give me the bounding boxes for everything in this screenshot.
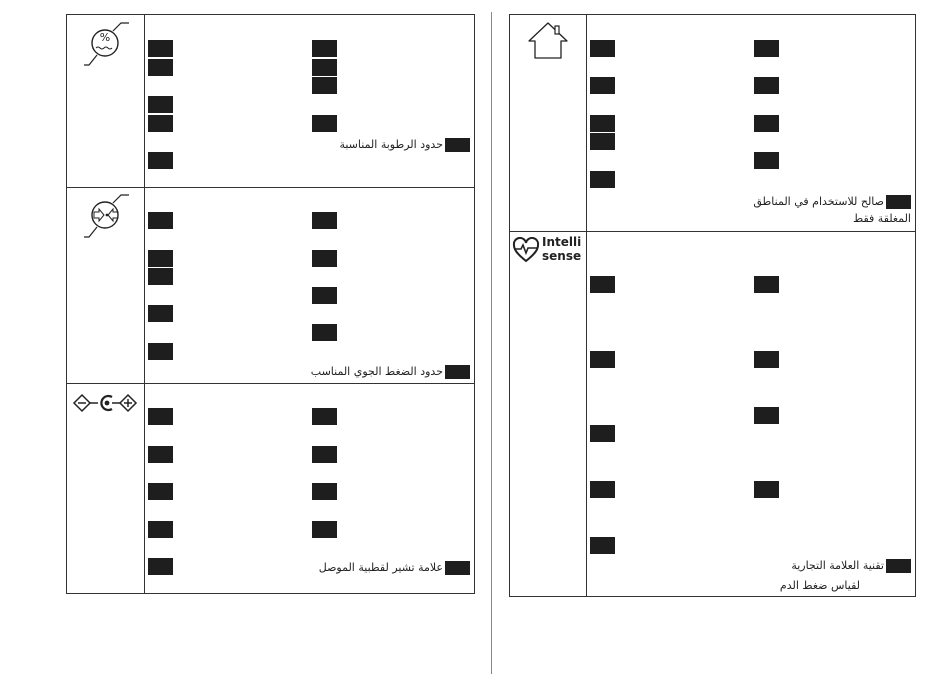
redacted-value xyxy=(754,115,779,132)
redacted-value xyxy=(148,268,173,285)
redacted-value xyxy=(148,446,173,463)
redacted-value xyxy=(312,40,337,57)
redacted-value xyxy=(590,133,615,150)
redacted-value xyxy=(590,276,615,293)
redacted-value xyxy=(445,138,470,152)
redacted-value xyxy=(590,77,615,94)
redacted-value xyxy=(312,250,337,267)
redacted-value xyxy=(445,365,470,379)
intellisense-logo-line2: sense xyxy=(542,249,582,263)
row-divider xyxy=(67,383,474,384)
redacted-value xyxy=(754,77,779,94)
redacted-value xyxy=(312,446,337,463)
pressure-caption-text: حدود الضغط الجوي المناسب xyxy=(310,365,443,378)
redacted-value xyxy=(590,425,615,442)
redacted-value xyxy=(445,561,470,575)
column-divider xyxy=(586,15,587,596)
intellisense-caption xyxy=(791,559,911,573)
redacted-value xyxy=(590,351,615,368)
polarity-caption xyxy=(319,561,470,575)
atmospheric-pressure-icon xyxy=(83,191,133,243)
intellisense-caption-text: تقنية العلامة التجارية xyxy=(791,559,884,572)
redacted-value xyxy=(590,481,615,498)
svg-text:%: % xyxy=(99,31,111,44)
redacted-value xyxy=(312,324,337,341)
humidity-caption-text: حدود الرطوبة المناسبة xyxy=(339,138,443,151)
intellisense-logo xyxy=(511,235,587,265)
redacted-value xyxy=(312,212,337,229)
humidity-caption xyxy=(339,138,470,152)
row-divider xyxy=(510,231,915,232)
redacted-value xyxy=(754,152,779,169)
intellisense-caption-line2: لقياس ضغط الدم xyxy=(779,579,860,592)
redacted-value xyxy=(754,481,779,498)
redacted-value xyxy=(312,77,337,94)
redacted-value xyxy=(148,96,173,113)
intellisense-heart-icon xyxy=(512,237,540,263)
redacted-value xyxy=(148,250,173,267)
redacted-value xyxy=(590,171,615,188)
page-divider xyxy=(491,12,492,674)
indoor-caption-line2: المغلقة فقط xyxy=(853,212,911,225)
connector-polarity-icon xyxy=(71,389,141,417)
redacted-value xyxy=(590,115,615,132)
redacted-value xyxy=(148,483,173,500)
redacted-value xyxy=(148,521,173,538)
redacted-value xyxy=(312,59,337,76)
redacted-value xyxy=(148,305,173,322)
column-divider xyxy=(144,15,145,593)
redacted-value xyxy=(148,59,173,76)
redacted-value xyxy=(312,115,337,132)
redacted-value xyxy=(148,40,173,57)
redacted-value xyxy=(886,195,911,209)
redacted-value xyxy=(148,558,173,575)
intellisense-logo-line1: Intelli xyxy=(542,235,582,249)
redacted-value xyxy=(148,212,173,229)
row-divider xyxy=(67,187,474,188)
indoor-caption-text: صالح للاستخدام في المناطق xyxy=(753,195,884,208)
redacted-value xyxy=(148,343,173,360)
redacted-value xyxy=(148,152,173,169)
pressure-caption xyxy=(311,365,470,379)
redacted-value xyxy=(754,351,779,368)
redacted-value xyxy=(148,408,173,425)
redacted-value xyxy=(754,40,779,57)
redacted-value xyxy=(312,408,337,425)
polarity-caption-text: علامة تشير لقطبية الموصل xyxy=(318,561,443,574)
redacted-value xyxy=(312,287,337,304)
redacted-value xyxy=(886,559,911,573)
left-symbol-table xyxy=(66,14,475,594)
redacted-value xyxy=(754,276,779,293)
indoor-caption xyxy=(753,195,911,209)
redacted-value xyxy=(312,521,337,538)
redacted-value xyxy=(590,40,615,57)
right-symbol-table xyxy=(509,14,916,597)
humidity-percent-icon xyxy=(83,19,133,71)
redacted-value xyxy=(312,483,337,500)
house-icon xyxy=(526,21,570,61)
redacted-value xyxy=(590,537,615,554)
redacted-value xyxy=(148,115,173,132)
redacted-value xyxy=(754,407,779,424)
